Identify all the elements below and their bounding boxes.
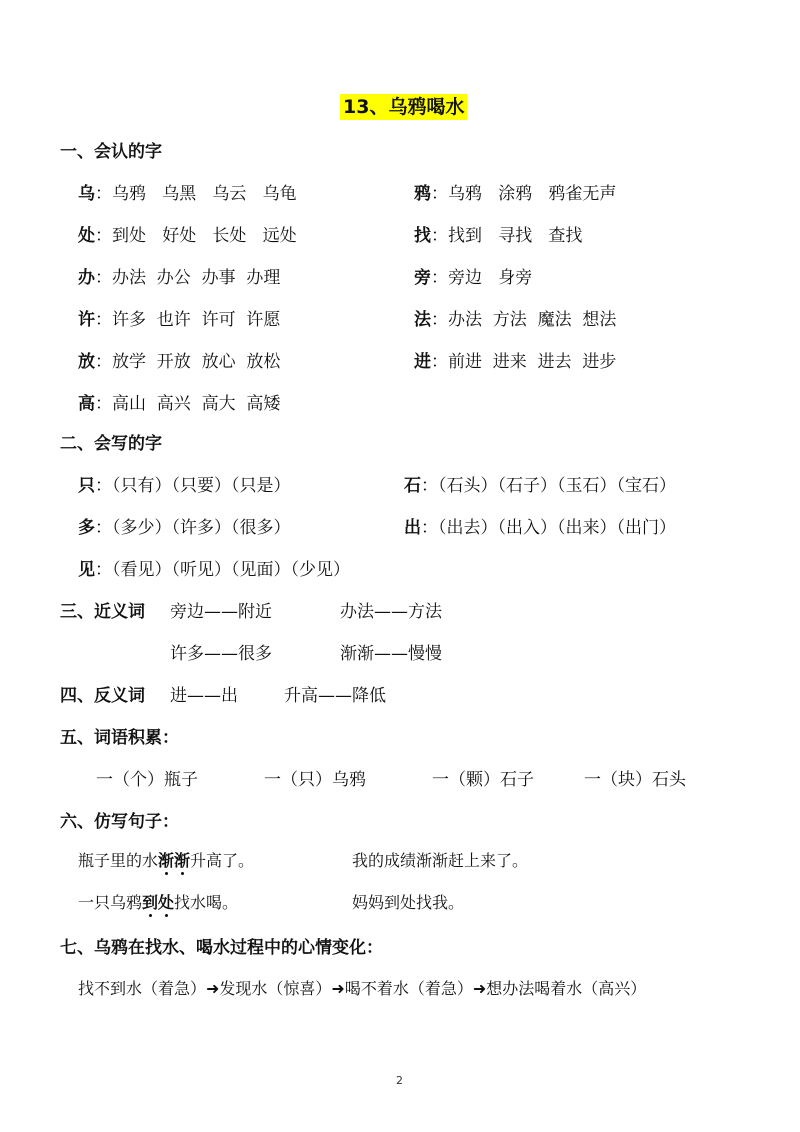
entry-char: 多 [78, 518, 95, 538]
recognize-char-entry: 鸦：乌鸦 涂鸦 鸦雀无声 [414, 184, 617, 204]
example-sentence: 一只乌鸦到处找水喝。 [78, 893, 239, 912]
entry-words: 放学 开放 放心 放松 [112, 352, 281, 372]
entry-words: 办法 方法 魔法 想法 [448, 310, 617, 330]
entry-char: 乌 [78, 184, 95, 204]
recognize-char-entry: 旁：旁边 身旁 [414, 268, 533, 288]
entry-char: 石 [404, 476, 421, 496]
section-heading-6: 六、仿写句子： [60, 812, 179, 832]
write-char-entry: 只：（只有）（只要）（只是） [78, 476, 291, 496]
entry-char: 办 [78, 268, 95, 288]
entry-words: 前进 进来 进去 进步 [448, 352, 617, 372]
entry-char: 找 [414, 226, 431, 246]
section-heading-5: 五、词语积累： [60, 728, 179, 748]
entry-char: 处 [78, 226, 95, 246]
section-heading-4: 四、反义词 [60, 686, 145, 706]
entry-char: 出 [404, 518, 421, 538]
entry-char: 进 [414, 352, 431, 372]
synonym-pair: 渐渐——慢慢 [340, 644, 442, 664]
measure-word-item: 一（只）乌鸦 [264, 770, 366, 790]
recognize-char-entry: 高：高山 高兴 高大 高矮 [78, 394, 281, 414]
entry-words: （石头）（石子）（玉石）（宝石） [438, 476, 676, 496]
write-char-entry: 多：（多少）（许多）（很多） [78, 518, 291, 538]
entry-char: 高 [78, 394, 95, 414]
section-heading-3: 三、近义词 [60, 602, 145, 622]
mood-flow: 找不到水（着急）➜发现水（惊喜）➜喝不着水（着急）➜想办法喝着水（高兴） [78, 979, 647, 998]
synonym-pair: 办法——方法 [340, 602, 442, 622]
entry-words: （出去）（出入）（出来）（出门） [438, 518, 676, 538]
entry-words: （只有）（只要）（只是） [112, 476, 291, 496]
entry-char: 鸦 [414, 184, 431, 204]
recognize-char-entry: 找：找到 寻找 查找 [414, 226, 583, 246]
synonym-pair: 旁边——附近 [170, 602, 272, 622]
entry-char: 只 [78, 476, 95, 496]
entry-words: 找到 寻找 查找 [448, 226, 583, 246]
measure-word-item: 一（颗）石子 [432, 770, 534, 790]
section-heading-7: 七、乌鸦在找水、喝水过程中的心情变化： [60, 938, 383, 958]
measure-word-item: 一（块）石头 [584, 770, 686, 790]
recognize-char-entry: 办：办法 办公 办事 办理 [78, 268, 281, 288]
write-char-entry: 见：（看见）（听见）（见面）（少见） [78, 560, 350, 580]
recognize-char-entry: 乌：乌鸦 乌黑 乌云 乌龟 [78, 184, 297, 204]
synonym-pair: 许多——很多 [170, 644, 272, 664]
write-char-entry: 出：（出去）（出入）（出来）（出门） [404, 518, 676, 538]
recognize-char-entry: 进：前进 进来 进去 进步 [414, 352, 617, 372]
entry-words: 乌鸦 涂鸦 鸦雀无声 [448, 184, 617, 204]
measure-word-item: 一（个）瓶子 [96, 770, 198, 790]
antonym-pair: 升高——降低 [284, 686, 386, 706]
entry-words: 旁边 身旁 [448, 268, 533, 288]
entry-words: 办法 办公 办事 办理 [112, 268, 281, 288]
page-number: 2 [396, 1074, 403, 1087]
write-char-entry: 石：（石头）（石子）（玉石）（宝石） [404, 476, 676, 496]
antonym-pair: 进——出 [170, 686, 238, 706]
imitation-sentence: 我的成绩渐渐赶上来了。 [352, 851, 529, 870]
entry-words: 高山 高兴 高大 高矮 [112, 394, 281, 414]
entry-char: 见 [78, 560, 95, 580]
imitation-sentence: 妈妈到处找我。 [352, 893, 465, 912]
entry-char: 放 [78, 352, 95, 372]
entry-words: 乌鸦 乌黑 乌云 乌龟 [112, 184, 297, 204]
entry-char: 法 [414, 310, 431, 330]
page-title: 13、乌鸦喝水 [340, 94, 467, 120]
recognize-char-entry: 处：到处 好处 长处 远处 [78, 226, 297, 246]
section-heading-2: 二、会写的字 [60, 434, 162, 454]
example-sentence: 瓶子里的水渐渐升高了。 [78, 851, 255, 870]
section-heading-1: 一、会认的字 [60, 142, 162, 162]
entry-words: （多少）（许多）（很多） [112, 518, 291, 538]
entry-char: 旁 [414, 268, 431, 288]
recognize-char-entry: 法：办法 方法 魔法 想法 [414, 310, 617, 330]
entry-char: 许 [78, 310, 95, 330]
recognize-char-entry: 许：许多 也许 许可 许愿 [78, 310, 281, 330]
recognize-char-entry: 放：放学 开放 放心 放松 [78, 352, 281, 372]
entry-words: 到处 好处 长处 远处 [112, 226, 297, 246]
entry-words: （看见）（听见）（见面）（少见） [112, 560, 350, 580]
entry-words: 许多 也许 许可 许愿 [112, 310, 281, 330]
